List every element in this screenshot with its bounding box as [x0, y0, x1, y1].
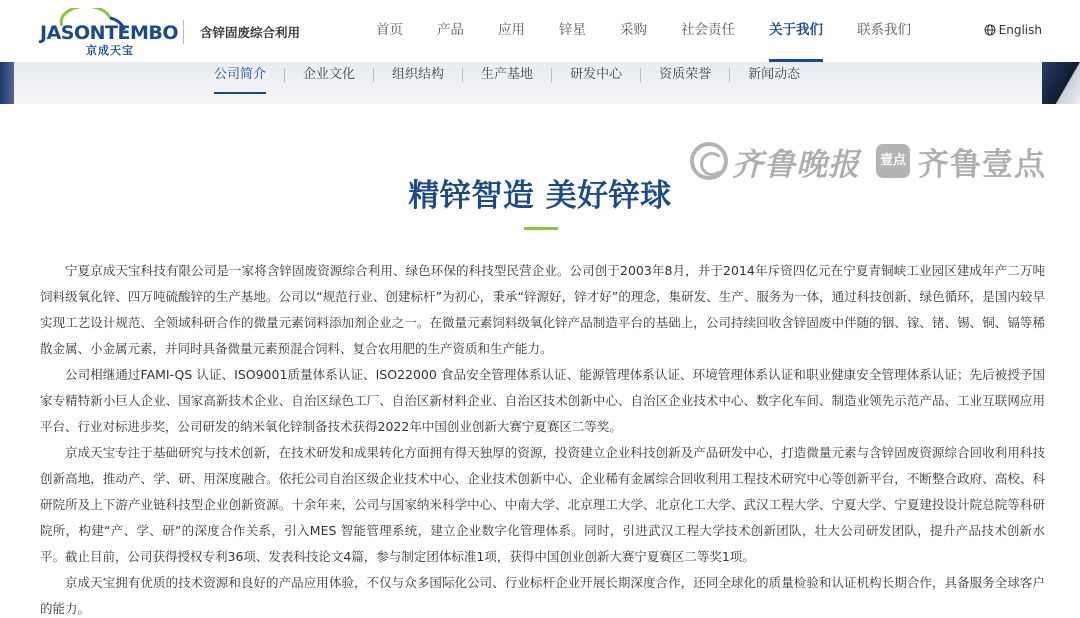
- company-logo[interactable]: [40, 8, 178, 57]
- logo-text-left: JASON: [40, 22, 106, 44]
- language-switch[interactable]: [984, 23, 1042, 37]
- nav-item-0[interactable]: 首页: [376, 22, 403, 38]
- brand-tagline: 含锌固废综合利用: [200, 25, 301, 40]
- subnav-item-6[interactable]: 新闻动态: [748, 67, 801, 82]
- subnav-item-1[interactable]: 企业文化: [303, 67, 356, 82]
- intro-paragraph: 宁夏京成天宝科技有限公司是一家将含锌固废资源综合利用、绿色环保的科技型民营企业。公司创于2003年8月，并于2014年斥资四亿元在宁夏青铜峡工业园区建成年产二万吨饲料级氧化锌、四万吨硫酸锌的生产基地。公司以“规范行业、创建标杆”为初心，秉承“锌源好，锌才好”的理念，集研发、生产、服务为一体，通过科技创新、绿色循环，是国内较早实现工艺设计规范、全领域科研合作的微量元素饲料添加剂企业之一。在微量元素饲料级氧化锌产品制造平台的基础上，公司持续回收含锌固废中伴随的铟、镓、锗、锡、铜、镉等稀散金属、小金属元素，并同时具备微量元素预混合饲料、复合农用肥的生产资质和生产能力。: [40, 263, 1045, 356]
- watermark-right-text: 齐鲁壹点: [918, 146, 1046, 183]
- logo-text-right: TEMBO: [105, 22, 178, 44]
- nav-item-5[interactable]: 社会责任: [681, 22, 735, 38]
- nav-item-6[interactable]: 关于我们: [769, 0, 823, 62]
- logo-divider: [183, 20, 184, 44]
- intro-paragraph: 京成天宝拥有优质的技术资源和良好的产品应用体验，不仅与众多国际化公司、行业标杆企业开展长期深度合作，还同全球化的质量检验和认证机构长期合作，具备服务全球客户的能力。: [40, 575, 1045, 616]
- subnav-item-0[interactable]: 公司简介: [196, 62, 284, 104]
- intro-paragraph: 公司相继通过FAMI-QS 认证、ISO9001质量体系认证、ISO22000 食品安全管理体系认证、能源管理体系认证、环境管理体系认证和职业健康安全管理体系认证；先后被授予国家专精特新小巨人企业、国家高新技术企业、自治区绿色工厂、自治区新材料企业、自治区技术创新中心、自治区企业技术中心、数字化车间、制造业领先示范产品、工业互联网应用平台、行业对标进步奖，公司研发的纳米氧化锌制备技术获得2022年中国创业创新大赛宁夏赛区二等奖。: [40, 367, 1045, 434]
- language-label: English: [998, 23, 1042, 37]
- nav-item-7[interactable]: 联系我们: [857, 22, 911, 38]
- subnav-item-3[interactable]: 生产基地: [481, 67, 534, 82]
- watermark-left-text: 齐鲁晚报: [732, 146, 860, 183]
- title-underline: [524, 227, 558, 230]
- watermark-badge: 壹点: [876, 144, 910, 178]
- intro-paragraph: 京成天宝专注于基础研究与技术创新，在技术研发和成果转化方面拥有得天独厚的资源，投资建立企业科技创新及产品研发中心，打造微量元素与含锌固废资源综合回收利用科技创新高地，推动产、学、研、用深度融合。依托公司自治区级企业技术中心、企业技术创新中心、企业稀有金属综合回收利用工程技术研究中心等创新平台，不断整合政府、高校、科研院所及上下游产业链科技型企业创新资源。十余年来，公司与国家纳米科学中心、中南大学、北京理工大学、北京化工大学、武汉工程大学、宁夏大学、宁夏建投设计院总院等科研院所，构建“产、学、研”的深度合作关系，引入MES 智能管理系统，建立企业数字化管理体系。同时，引进武汉工程大学技术创新团队，壮大公司研发团队，提升产品技术创新水平。截止目前，公司获得授权专利36项、发表科技论文4篇，参与制定团体标准1项，获得中国创业创新大赛宁夏赛区二等奖1项。: [40, 445, 1045, 564]
- page-title: 精锌智造 美好锌球: [408, 178, 672, 214]
- site-header: [0, 0, 1080, 62]
- company-intro: [40, 258, 1045, 618]
- subnav-item-5[interactable]: 资质荣誉: [659, 67, 712, 82]
- nav-item-2[interactable]: 应用: [498, 22, 525, 38]
- subnav-item-4[interactable]: 研发中心: [570, 67, 623, 82]
- nav-item-4[interactable]: 采购: [620, 22, 647, 38]
- subnav-item-2[interactable]: 组织结构: [392, 67, 445, 82]
- main-nav: [370, 0, 911, 62]
- nav-item-3[interactable]: 锌星: [559, 22, 586, 38]
- sub-nav: [196, 62, 818, 104]
- globe-icon: [984, 24, 996, 36]
- logo-chinese-name: 京成天宝: [86, 44, 134, 57]
- banner-edge-right: [1042, 62, 1080, 104]
- logo-wordmark: [40, 22, 178, 44]
- banner-edge-left: [0, 62, 14, 104]
- nav-item-1[interactable]: 产品: [437, 22, 464, 38]
